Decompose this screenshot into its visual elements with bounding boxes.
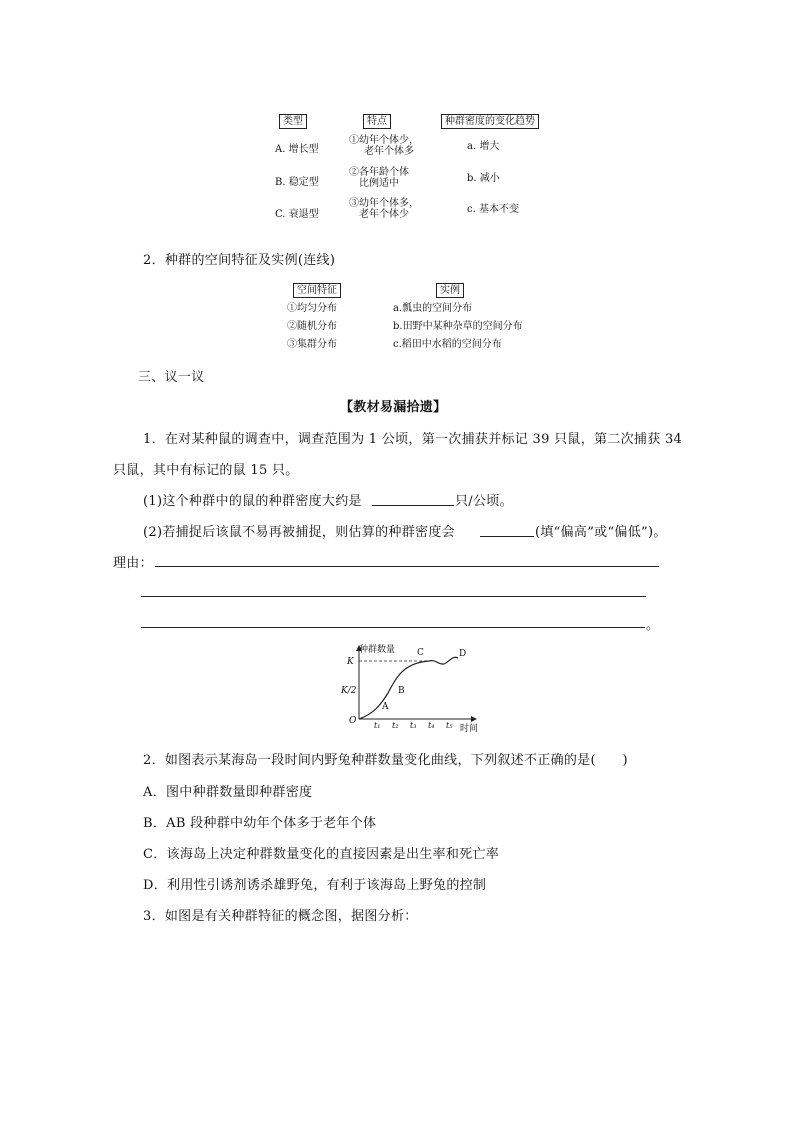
graph-point-a: A bbox=[382, 702, 389, 712]
table2-example-a: a.瓢虫的空间分布 bbox=[393, 303, 473, 314]
reason-line-2[interactable] bbox=[141, 596, 646, 597]
p2-stem: 2．如图表示某海岛一段时间内野兔种群数量变化曲线，下列叙述不正确的是( ) bbox=[143, 753, 628, 768]
table1-type-c: C. 衰退型 bbox=[275, 209, 319, 220]
table1-type-a: A. 增长型 bbox=[275, 144, 319, 155]
answer-blank-1[interactable] bbox=[372, 505, 454, 506]
table1-feature-3 bbox=[349, 198, 419, 220]
table2-feature-1: ①均匀分布 bbox=[287, 303, 337, 314]
answer-blank-2[interactable] bbox=[480, 536, 534, 537]
reason-line-3[interactable] bbox=[141, 627, 645, 628]
graph-tick-t2: t₂ bbox=[392, 721, 399, 730]
center-heading: 【教材易漏拾遗】 bbox=[340, 400, 447, 415]
table1-type-b: B. 稳定型 bbox=[275, 177, 319, 188]
table2-feature-3: ③集群分布 bbox=[287, 339, 337, 350]
population-curve-graph bbox=[336, 640, 486, 736]
graph-tick-t3: t₃ bbox=[410, 721, 417, 730]
table1-header-feature: 特点 bbox=[363, 114, 391, 129]
p1-line1: 1．在对某种鼠的调查中，调查范围为 1 公顷，第一次捕获并标记 39 只鼠，第二次捕获 34 bbox=[143, 432, 683, 447]
table1-feature-3-line2: 老年个体少 bbox=[359, 209, 409, 220]
reason-period: 。 bbox=[646, 618, 660, 633]
table1-trend-b: b. 减小 bbox=[467, 173, 500, 184]
p1-sub1-b: 只/公顷。 bbox=[455, 494, 513, 509]
p1-line2: 只鼠，其中有标记的鼠 15 只。 bbox=[113, 463, 299, 478]
p2-option-a: A．图中种群数量即种群密度 bbox=[143, 785, 313, 800]
section-heading: 三、议一议 bbox=[138, 370, 205, 385]
table2-header-example: 实例 bbox=[436, 283, 464, 298]
graph-point-c: C bbox=[417, 648, 424, 658]
population-curve bbox=[359, 657, 458, 719]
p2-option-b: B．AB 段种群中幼年个体多于老年个体 bbox=[143, 816, 377, 831]
table1-trend-a: a. 增大 bbox=[467, 141, 500, 152]
p3-stem: 3．如图是有关种群特征的概念图，据图分析： bbox=[143, 909, 418, 924]
graph-origin: O bbox=[349, 716, 357, 726]
table2-example-b: b.田野中某种杂草的空间分布 bbox=[393, 321, 523, 332]
table1-feature-2 bbox=[349, 167, 409, 189]
table1-header-trend: 种群密度的变化趋势 bbox=[441, 114, 539, 129]
table2-feature-2: ②随机分布 bbox=[287, 321, 337, 332]
q2-title: 2．种群的空间特征及实例(连线) bbox=[143, 253, 336, 268]
graph-tick-t4: t₄ bbox=[428, 721, 435, 730]
graph-xlabel: 时间 bbox=[460, 724, 479, 734]
graph-tick-t5: t₅ bbox=[446, 721, 453, 730]
reason-label: 理由： bbox=[113, 556, 153, 571]
table1-header-type: 类型 bbox=[279, 114, 307, 129]
table1-feature-1-line2: 老年个体多 bbox=[364, 146, 414, 157]
reason-line-1[interactable] bbox=[155, 566, 659, 567]
table1-feature-2-line1: ②各年龄个体 bbox=[349, 167, 409, 178]
table1-trend-c: c. 基本不变 bbox=[467, 204, 519, 215]
graph-ylabel: 种群数量 bbox=[359, 645, 396, 655]
p1-sub2-b: (填“偏高”或“偏低”)。 bbox=[535, 525, 667, 540]
graph-k2-label: K/2 bbox=[341, 686, 357, 696]
p1-sub1-a: (1)这个种群中的鼠的种群密度大约是 bbox=[143, 494, 362, 509]
table1-feature-2-line2: 比例适中 bbox=[359, 178, 399, 189]
graph-k-label: K bbox=[347, 657, 354, 667]
table1-feature-1 bbox=[349, 135, 419, 157]
graph-point-b: B bbox=[398, 686, 405, 696]
table2-example-c: c.稻田中水稻的空间分布 bbox=[393, 339, 502, 350]
graph-tick-t1: t₁ bbox=[374, 721, 381, 730]
table1-feature-1-line1: ①幼年个体少， bbox=[349, 135, 419, 146]
p2-option-d: D．利用性引诱剂诱杀雄野兔，有利于该海岛上野兔的控制 bbox=[143, 878, 487, 893]
p1-sub2-a: (2)若捕捉后该鼠不易再被捕捉，则估算的种群密度会 bbox=[143, 525, 455, 540]
table2-header-feature: 空间特征 bbox=[293, 283, 341, 298]
graph-point-d: D bbox=[459, 649, 467, 659]
table1-feature-3-line1: ③幼年个体多， bbox=[349, 198, 419, 209]
p2-option-c: C．该海岛上决定种群数量变化的直接因素是出生率和死亡率 bbox=[143, 847, 500, 862]
